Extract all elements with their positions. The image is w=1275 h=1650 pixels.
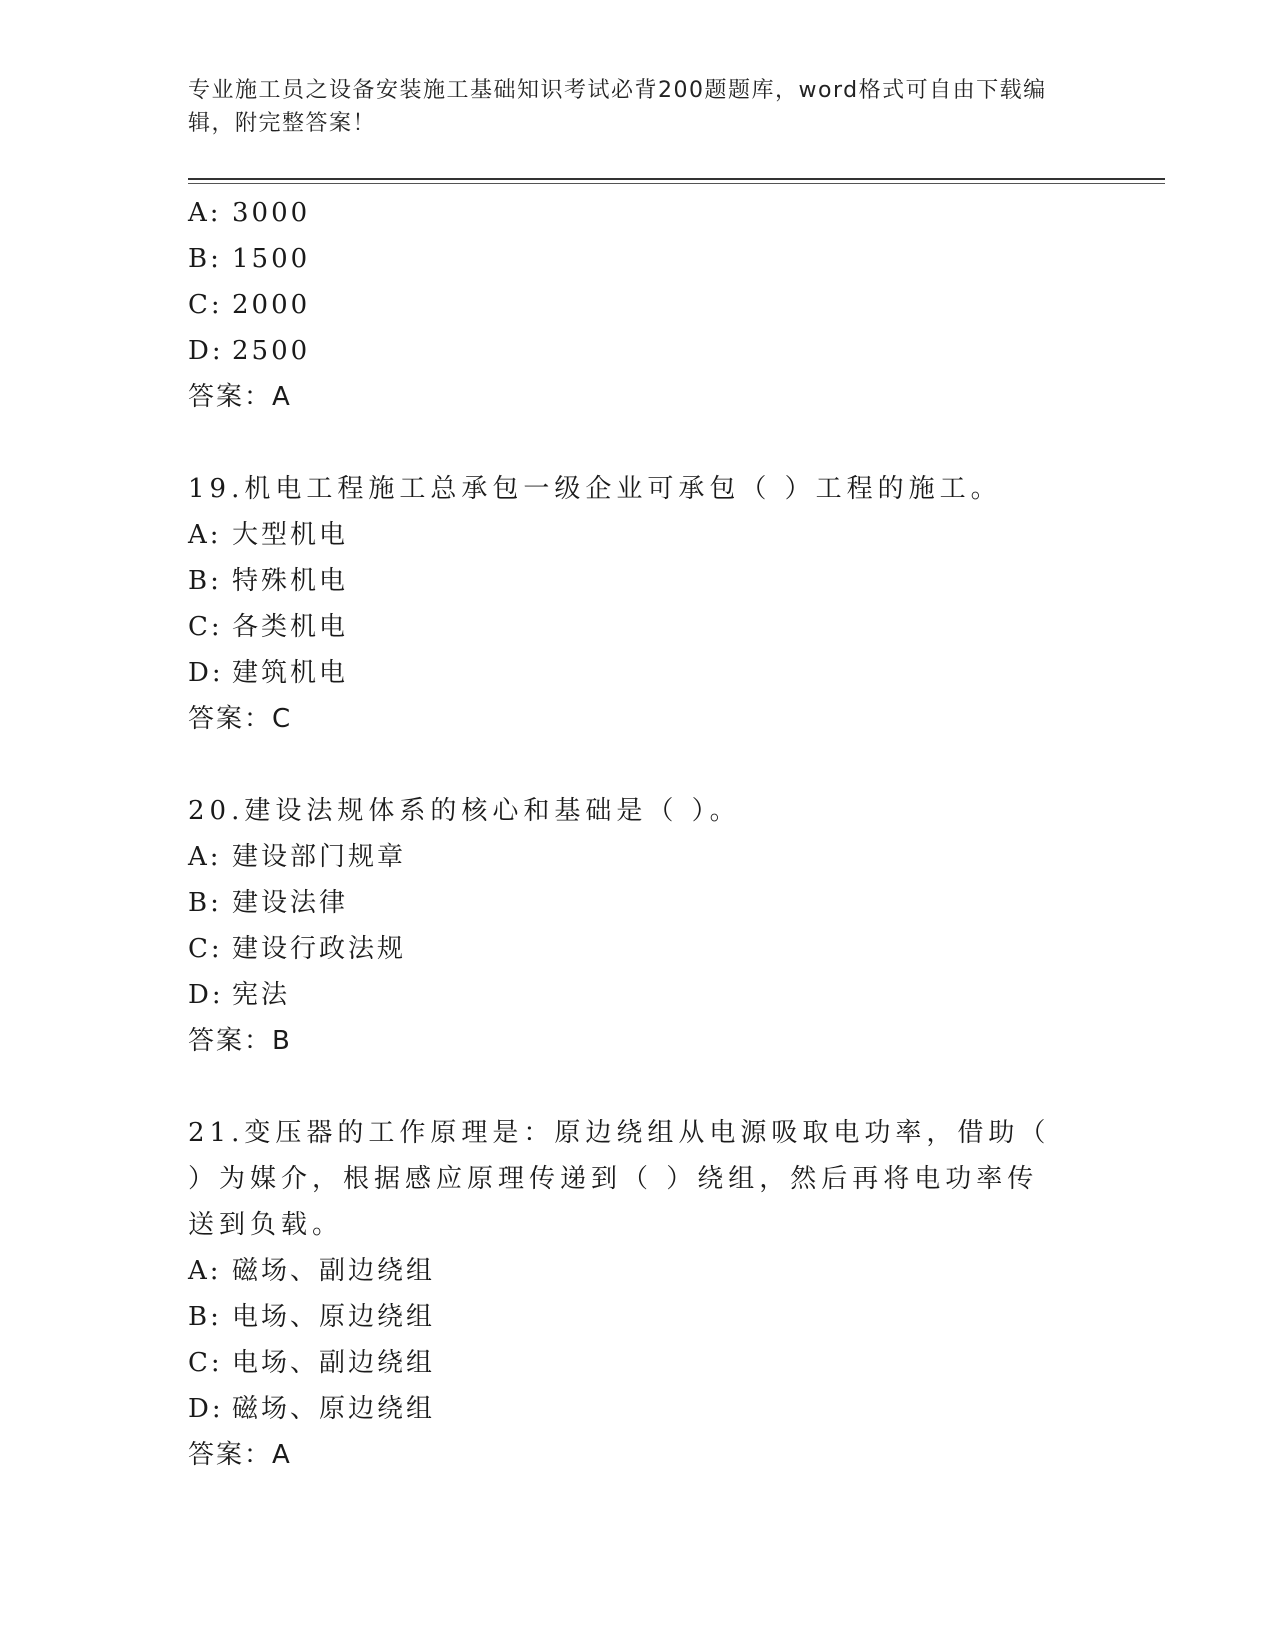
header-rule-thin [188,183,1165,184]
option-a: A: 磁场、副边绕组 [188,1256,436,1286]
option-d: D: 建筑机电 [188,658,349,688]
answer-line: 答案：A [188,382,292,412]
option-c: C: 各类机电 [188,612,349,642]
header-rule-thick [188,178,1165,180]
question-21 [188,1110,1088,1478]
option-d: D: 2500 [188,336,311,366]
answer-line: 答案：C [188,704,293,734]
document-header: 专业施工员之设备安装施工基础知识考试必背200题题库，word格式可自由下载编辑，附完整答案！ [188,78,1047,136]
answer-line: 答案：B [188,1026,292,1056]
document-body [188,190,1088,1478]
option-a: A: 大型机电 [188,520,349,550]
question-text: 20.建设法规体系的核心和基础是（ ）。 [188,796,741,826]
partial-question [188,190,1088,420]
option-b: B: 1500 [188,244,311,274]
option-b: B: 电场、原边绕组 [188,1302,436,1332]
option-c: C: 电场、副边绕组 [188,1348,436,1378]
option-a: A: 3000 [188,198,311,228]
option-c: C: 建设行政法规 [188,934,407,964]
option-a: A: 建设部门规章 [188,842,407,872]
question-text: 19.机电工程施工总承包一级企业可承包（ ）工程的施工。 [188,474,1002,504]
option-b: B: 建设法律 [188,888,349,918]
question-text: 21.变压器的工作原理是：原边绕组从电源吸取电功率，借助（ ）为媒介，根据感应原理传递到（ ）绕组，然后再将电功率传送到负载。 [188,1118,1051,1240]
option-c: C: 2000 [188,290,311,320]
option-b: B: 特殊机电 [188,566,349,596]
question-19 [188,466,1088,742]
question-20 [188,788,1088,1064]
answer-line: 答案：A [188,1440,292,1470]
option-d: D: 磁场、原边绕组 [188,1394,436,1424]
option-d: D: 宪法 [188,980,291,1010]
